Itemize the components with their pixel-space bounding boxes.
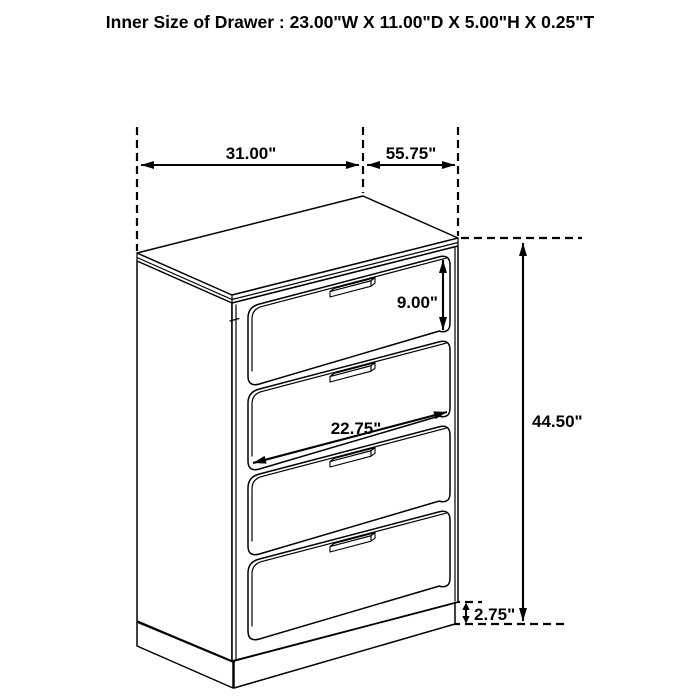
base-height-dimension-arrow [462,603,469,624]
drawer-height-dimension-label: 9.00" [396,293,438,312]
chest-side-panel [137,261,232,661]
width-dimension-label: 31.00" [225,144,277,163]
chest-of-drawers-drawing [137,196,458,688]
base-height-dimension-label: 2.75" [474,605,516,624]
overall-height-dimension-label: 44.50" [532,412,583,431]
depth-dimension-label: 55.75" [385,144,437,163]
diagram-title: Inner Size of Drawer : 23.00"W X 11.00"D X 5.00"H X 0.25"T [105,12,595,32]
drawer-width-dimension-label: 22.75" [330,419,382,438]
